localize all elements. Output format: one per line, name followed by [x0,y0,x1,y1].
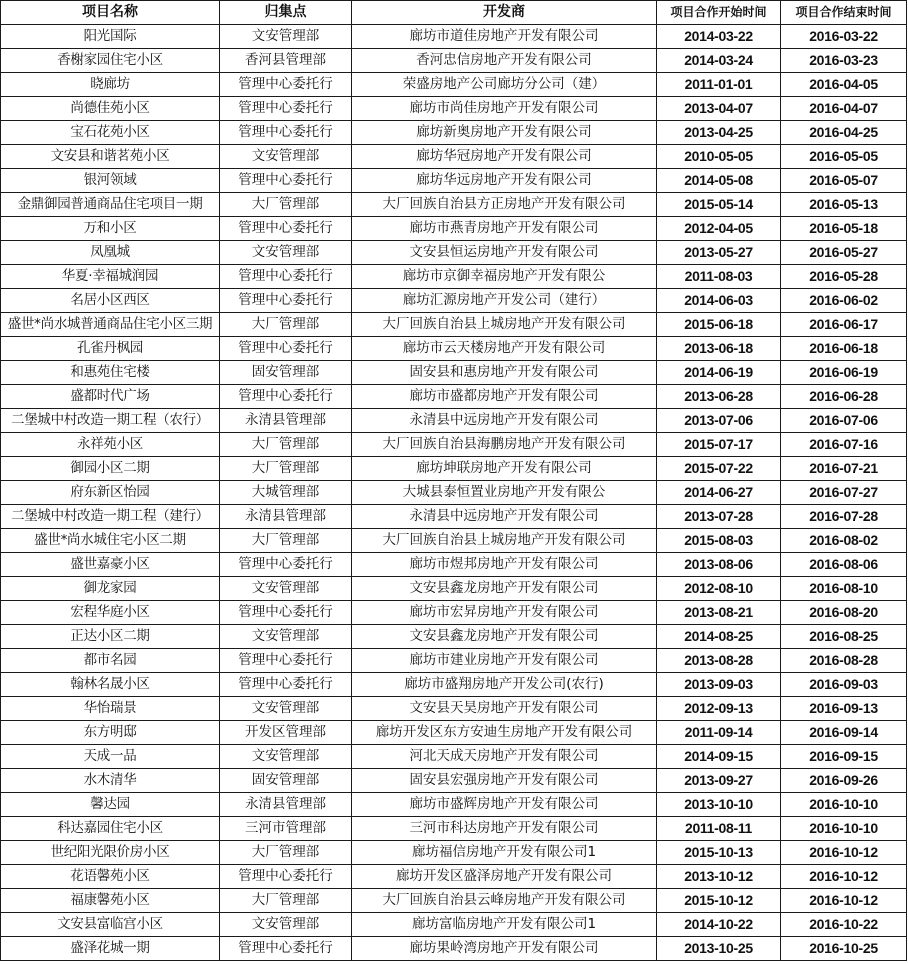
cell-end-date: 2016-09-14 [781,721,907,745]
cell-start-date: 2013-04-25 [657,121,781,145]
table-row [1,25,907,49]
cell-start-date: 2010-05-05 [657,145,781,169]
table-row [1,457,907,481]
cell-project-name: 水木清华 [1,769,220,793]
cell-start-date: 2013-10-10 [657,793,781,817]
cell-project-name: 和惠苑住宅楼 [1,361,220,385]
cell-collection-point: 管理中心委托行 [220,553,352,577]
cell-collection-point: 管理中心委托行 [220,73,352,97]
cell-collection-point: 香河县管理部 [220,49,352,73]
cell-project-name: 华夏·幸福城润园 [1,265,220,289]
cell-developer: 廊坊开发区盛泽房地产开发有限公司 [352,865,657,889]
cell-collection-point: 文安管理部 [220,25,352,49]
cell-collection-point: 文安管理部 [220,241,352,265]
cell-developer: 廊坊富临房地产开发有限公司1 [352,913,657,937]
cell-end-date: 2016-10-12 [781,889,907,913]
table-row [1,673,907,697]
cell-collection-point: 大厂管理部 [220,841,352,865]
table-body [1,25,907,961]
cell-developer: 廊坊市尚佳房地产开发有限公司 [352,97,657,121]
header-start-date: 项目合作开始时间 [657,1,781,25]
header-developer: 开发商 [352,1,657,25]
cell-end-date: 2016-08-02 [781,529,907,553]
cell-collection-point: 文安管理部 [220,577,352,601]
cell-project-name: 御园小区二期 [1,457,220,481]
cell-collection-point: 大厂管理部 [220,193,352,217]
table-row [1,385,907,409]
cell-end-date: 2016-05-28 [781,265,907,289]
cell-end-date: 2016-07-21 [781,457,907,481]
cell-project-name: 盛泽花城一期 [1,937,220,961]
cell-collection-point: 管理中心委托行 [220,217,352,241]
cell-project-name: 万和小区 [1,217,220,241]
table-row [1,289,907,313]
cell-project-name: 文安县和谐茗苑小区 [1,145,220,169]
table-row [1,433,907,457]
cell-end-date: 2016-04-25 [781,121,907,145]
cell-end-date: 2016-06-18 [781,337,907,361]
cell-project-name: 科达嘉园住宅小区 [1,817,220,841]
cell-collection-point: 管理中心委托行 [220,265,352,289]
cell-developer: 文安县天昊房地产开发有限公司 [352,697,657,721]
cell-developer: 固安县宏强房地产开发有限公司 [352,769,657,793]
cell-end-date: 2016-10-12 [781,865,907,889]
cell-start-date: 2013-09-03 [657,673,781,697]
cell-project-name: 盛世*尚水城住宅小区二期 [1,529,220,553]
cell-end-date: 2016-06-28 [781,385,907,409]
header-row [1,1,907,25]
cell-project-name: 永祥苑小区 [1,433,220,457]
cell-end-date: 2016-05-07 [781,169,907,193]
cell-start-date: 2013-04-07 [657,97,781,121]
cell-end-date: 2016-08-20 [781,601,907,625]
cell-end-date: 2016-03-23 [781,49,907,73]
cell-start-date: 2012-04-05 [657,217,781,241]
cell-developer: 廊坊华冠房地产开发有限公司 [352,145,657,169]
cell-project-name: 盛世嘉豪小区 [1,553,220,577]
cell-developer: 廊坊市京御幸福房地产开发有限公 [352,265,657,289]
cell-start-date: 2011-09-14 [657,721,781,745]
table-row [1,697,907,721]
table-row [1,889,907,913]
cell-end-date: 2016-07-06 [781,409,907,433]
cell-developer: 香河忠信房地产开发有限公司 [352,49,657,73]
table-row [1,601,907,625]
cell-end-date: 2016-09-15 [781,745,907,769]
table-row [1,481,907,505]
cell-start-date: 2015-07-22 [657,457,781,481]
cell-end-date: 2016-08-06 [781,553,907,577]
table-row [1,337,907,361]
cell-start-date: 2014-03-22 [657,25,781,49]
table-row [1,649,907,673]
cell-end-date: 2016-09-03 [781,673,907,697]
cell-developer: 大厂回族自治县上城房地产开发有限公司 [352,313,657,337]
header-collection-point: 归集点 [220,1,352,25]
cell-collection-point: 文安管理部 [220,145,352,169]
cell-project-name: 东方明邸 [1,721,220,745]
cell-project-name: 正达小区二期 [1,625,220,649]
cell-start-date: 2013-07-28 [657,505,781,529]
cell-collection-point: 永清县管理部 [220,409,352,433]
cell-collection-point: 大厂管理部 [220,313,352,337]
table-row [1,49,907,73]
cell-end-date: 2016-09-26 [781,769,907,793]
cell-project-name: 香榭家园住宅小区 [1,49,220,73]
table-row [1,241,907,265]
cell-project-name: 天成一品 [1,745,220,769]
cell-collection-point: 文安管理部 [220,625,352,649]
cell-project-name: 盛都时代广场 [1,385,220,409]
cell-developer: 廊坊华远房地产开发有限公司 [352,169,657,193]
table-row [1,793,907,817]
cell-collection-point: 大厂管理部 [220,457,352,481]
cell-collection-point: 大厂管理部 [220,433,352,457]
cell-collection-point: 文安管理部 [220,697,352,721]
cell-project-name: 金鼎御园普通商品住宅项目一期 [1,193,220,217]
table-row [1,145,907,169]
cell-project-name: 宝石花苑小区 [1,121,220,145]
cell-developer: 廊坊市盛翔房地产开发公司(农行) [352,673,657,697]
table-row [1,913,907,937]
cell-end-date: 2016-10-10 [781,793,907,817]
table-row [1,529,907,553]
cell-developer: 廊坊果岭湾房地产开发有限公司 [352,937,657,961]
cell-end-date: 2016-07-28 [781,505,907,529]
cell-developer: 廊坊福信房地产开发有限公司1 [352,841,657,865]
cell-collection-point: 大厂管理部 [220,529,352,553]
cell-project-name: 名居小区西区 [1,289,220,313]
cell-start-date: 2014-06-27 [657,481,781,505]
cell-start-date: 2014-06-03 [657,289,781,313]
cell-end-date: 2016-10-10 [781,817,907,841]
cell-start-date: 2013-09-27 [657,769,781,793]
table-row [1,817,907,841]
cell-project-name: 凤凰城 [1,241,220,265]
cell-end-date: 2016-07-27 [781,481,907,505]
cell-start-date: 2011-08-03 [657,265,781,289]
cell-end-date: 2016-10-25 [781,937,907,961]
cell-collection-point: 开发区管理部 [220,721,352,745]
cell-developer: 固安县和惠房地产开发有限公司 [352,361,657,385]
cell-project-name: 御龙家园 [1,577,220,601]
table-row [1,841,907,865]
cell-start-date: 2013-06-28 [657,385,781,409]
cell-developer: 河北天成天房地产开发有限公司 [352,745,657,769]
cell-end-date: 2016-10-22 [781,913,907,937]
cell-end-date: 2016-08-25 [781,625,907,649]
cell-collection-point: 管理中心委托行 [220,289,352,313]
table-row [1,193,907,217]
cell-end-date: 2016-03-22 [781,25,907,49]
cell-start-date: 2013-06-18 [657,337,781,361]
cell-start-date: 2011-01-01 [657,73,781,97]
cell-start-date: 2015-07-17 [657,433,781,457]
cell-collection-point: 管理中心委托行 [220,937,352,961]
cell-developer: 文安县鑫龙房地产开发有限公司 [352,577,657,601]
cell-collection-point: 管理中心委托行 [220,865,352,889]
cell-developer: 廊坊市云天楼房地产开发有限公司 [352,337,657,361]
cell-developer: 廊坊市燕青房地产开发有限公司 [352,217,657,241]
table-row [1,577,907,601]
cell-start-date: 2014-06-19 [657,361,781,385]
cell-start-date: 2011-08-11 [657,817,781,841]
table-row [1,217,907,241]
cell-project-name: 馨达园 [1,793,220,817]
cell-developer: 永清县中远房地产开发有限公司 [352,505,657,529]
table-row [1,313,907,337]
cell-collection-point: 大厂管理部 [220,889,352,913]
cell-project-name: 二堡城中村改造一期工程（建行） [1,505,220,529]
cell-project-name: 府东新区怡园 [1,481,220,505]
cell-developer: 廊坊市盛都房地产开发有限公司 [352,385,657,409]
cell-developer: 大厂回族自治县云峰房地产开发有限公司 [352,889,657,913]
header-project-name: 项目名称 [1,1,220,25]
cell-developer: 大厂回族自治县海鹏房地产开发有限公司 [352,433,657,457]
cell-end-date: 2016-05-18 [781,217,907,241]
cell-project-name: 华怡瑞景 [1,697,220,721]
cell-end-date: 2016-06-17 [781,313,907,337]
cell-start-date: 2015-08-03 [657,529,781,553]
cell-developer: 廊坊市建业房地产开发有限公司 [352,649,657,673]
cell-developer: 大厂回族自治县上城房地产开发有限公司 [352,529,657,553]
cell-start-date: 2012-09-13 [657,697,781,721]
cell-collection-point: 管理中心委托行 [220,385,352,409]
table-row [1,625,907,649]
cell-developer: 文安县恒运房地产开发有限公司 [352,241,657,265]
cell-developer: 文安县鑫龙房地产开发有限公司 [352,625,657,649]
cell-collection-point: 管理中心委托行 [220,169,352,193]
cell-project-name: 文安县富临宫小区 [1,913,220,937]
cell-start-date: 2014-10-22 [657,913,781,937]
cell-start-date: 2014-08-25 [657,625,781,649]
cell-project-name: 孔雀丹枫园 [1,337,220,361]
cell-developer: 永清县中远房地产开发有限公司 [352,409,657,433]
cell-end-date: 2016-08-28 [781,649,907,673]
cell-end-date: 2016-05-27 [781,241,907,265]
cell-collection-point: 大城管理部 [220,481,352,505]
cell-end-date: 2016-07-16 [781,433,907,457]
table-row [1,73,907,97]
cell-developer: 廊坊汇源房地产开发公司（建行） [352,289,657,313]
cell-developer: 廊坊市盛辉房地产开发有限公司 [352,793,657,817]
cell-end-date: 2016-06-02 [781,289,907,313]
cell-project-name: 盛世*尚水城普通商品住宅小区三期 [1,313,220,337]
cell-end-date: 2016-05-13 [781,193,907,217]
table-row [1,721,907,745]
cell-start-date: 2014-05-08 [657,169,781,193]
table-row [1,265,907,289]
cell-project-name: 世纪阳光限价房小区 [1,841,220,865]
cell-start-date: 2014-09-15 [657,745,781,769]
cell-project-name: 花语馨苑小区 [1,865,220,889]
cell-project-name: 福康馨苑小区 [1,889,220,913]
cell-developer: 廊坊新奥房地产开发有限公司 [352,121,657,145]
cell-project-name: 翰林名晟小区 [1,673,220,697]
cell-developer: 大厂回族自治县方正房地产开发有限公司 [352,193,657,217]
cell-project-name: 宏程华庭小区 [1,601,220,625]
cell-start-date: 2013-05-27 [657,241,781,265]
cell-start-date: 2013-08-06 [657,553,781,577]
cell-start-date: 2013-10-25 [657,937,781,961]
cell-project-name: 尚德佳苑小区 [1,97,220,121]
cell-developer: 廊坊市煜邦房地产开发有限公司 [352,553,657,577]
table-row [1,505,907,529]
cell-end-date: 2016-06-19 [781,361,907,385]
cell-collection-point: 永清县管理部 [220,793,352,817]
table-row [1,553,907,577]
cell-collection-point: 文安管理部 [220,913,352,937]
cell-start-date: 2015-10-12 [657,889,781,913]
cell-collection-point: 固安管理部 [220,361,352,385]
cell-project-name: 银河领域 [1,169,220,193]
cell-collection-point: 三河市管理部 [220,817,352,841]
cell-start-date: 2015-10-13 [657,841,781,865]
cell-collection-point: 永清县管理部 [220,505,352,529]
cell-collection-point: 管理中心委托行 [220,649,352,673]
cell-developer: 廊坊开发区东方安迪生房地产开发有限公司 [352,721,657,745]
cell-project-name: 二堡城中村改造一期工程（农行） [1,409,220,433]
cell-start-date: 2015-06-18 [657,313,781,337]
cell-start-date: 2013-08-28 [657,649,781,673]
cell-collection-point: 管理中心委托行 [220,601,352,625]
cell-project-name: 都市名园 [1,649,220,673]
cell-start-date: 2013-08-21 [657,601,781,625]
cell-developer: 大城县泰恒置业房地产开发有限公 [352,481,657,505]
header-end-date: 项目合作结束时间 [781,1,907,25]
cell-collection-point: 管理中心委托行 [220,121,352,145]
table-row [1,121,907,145]
cell-developer: 荣盛房地产公司廊坊分公司（建） [352,73,657,97]
cell-start-date: 2015-05-14 [657,193,781,217]
cell-start-date: 2012-08-10 [657,577,781,601]
table-row [1,409,907,433]
cell-end-date: 2016-04-05 [781,73,907,97]
table-row [1,361,907,385]
cell-start-date: 2014-03-24 [657,49,781,73]
cell-developer: 三河市科达房地产开发有限公司 [352,817,657,841]
cell-collection-point: 文安管理部 [220,745,352,769]
cell-developer: 廊坊坤联房地产开发有限公司 [352,457,657,481]
cell-start-date: 2013-10-12 [657,865,781,889]
cell-project-name: 晓廊坊 [1,73,220,97]
cell-start-date: 2013-07-06 [657,409,781,433]
cell-collection-point: 管理中心委托行 [220,337,352,361]
table-row [1,745,907,769]
cell-developer: 廊坊市宏昇房地产开发有限公司 [352,601,657,625]
cell-end-date: 2016-05-05 [781,145,907,169]
cell-end-date: 2016-08-10 [781,577,907,601]
cell-end-date: 2016-09-13 [781,697,907,721]
cell-collection-point: 管理中心委托行 [220,673,352,697]
table-row [1,865,907,889]
table-row [1,937,907,961]
table-row [1,97,907,121]
table-row [1,169,907,193]
table-row [1,769,907,793]
cell-developer: 廊坊市道佳房地产开发有限公司 [352,25,657,49]
cell-end-date: 2016-04-07 [781,97,907,121]
cell-collection-point: 管理中心委托行 [220,97,352,121]
cell-end-date: 2016-10-12 [781,841,907,865]
cell-project-name: 阳光国际 [1,25,220,49]
cell-collection-point: 固安管理部 [220,769,352,793]
